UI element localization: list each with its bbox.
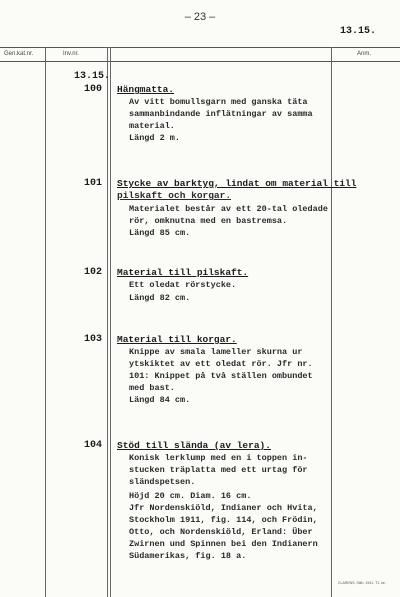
entry-title: Hängmatta.: [117, 84, 175, 95]
entry-line: Längd 85 cm.: [129, 228, 191, 238]
entry-line: Konisk lerklump med en i toppen in-: [129, 453, 308, 463]
entry-line: stucken träplatta med ett urtag för: [129, 465, 308, 475]
entry-line: med bast.: [129, 383, 175, 393]
entry-line: material.: [129, 121, 175, 131]
entry-line: Av vitt bomullsgarn med ganska täta: [129, 97, 308, 107]
inventory-number: 103: [84, 334, 103, 345]
entry-line: Höjd 20 cm. Diam. 16 cm.: [129, 491, 252, 501]
entry-line: Jfr Nordenskiöld, Indianer och Hvita,: [129, 503, 318, 513]
inventory-number: 101: [84, 178, 103, 189]
column-header-anm: Anm.: [357, 51, 372, 57]
printer-imprint: CLARENS, Stkh. 1941. T1. ke.: [338, 581, 386, 585]
column-divider: [45, 47, 46, 597]
entry-title: Stöd till slända (av lera).: [117, 440, 271, 451]
header-top-rule: [0, 47, 400, 48]
entry-line: Materialet består av ett 20-tal oledade: [129, 204, 328, 214]
column-divider: [107, 47, 108, 597]
entry-line: Längd 84 cm.: [129, 395, 191, 405]
entry-line: sammanbindande inflätningar av samma: [129, 109, 313, 119]
entry-line: Knippe av smala lameller skurna ur: [129, 347, 303, 357]
inventory-number: 100: [84, 84, 103, 95]
entry-line: Ett oledat rörstycke.: [129, 280, 237, 290]
entry-line: Zwirnen und Spinnen bei den Indianern: [129, 539, 318, 549]
entry-title: Stycke av barktyg, lindat om material till: [117, 178, 357, 189]
entry-line: sländspetsen.: [129, 477, 196, 487]
inventory-number: 104: [84, 440, 103, 451]
column-divider: [110, 47, 111, 597]
entry-line: Otto, och Nordenskiöld, Erland: Über: [129, 527, 313, 537]
column-divider: [331, 47, 332, 597]
entry-line: 101: Knippet på två ställen ombundet: [129, 371, 313, 381]
entry-line: ytskiktet av ett oledat rör. Jfr nr.: [129, 359, 313, 369]
section-reference: 13.15.: [74, 71, 111, 82]
entry-title: Material till korgar.: [117, 334, 237, 345]
column-header-gen-kat: Gen.kat.nr.: [4, 51, 34, 57]
column-header-inv: Inv.nr.: [63, 51, 79, 57]
entry-line: rör, omknutna med en bastremsa.: [129, 216, 288, 226]
header-bottom-rule: [0, 61, 400, 62]
entry-line: Längd 2 m.: [129, 133, 181, 143]
corner-reference: 13.15.: [340, 26, 377, 37]
entry-line: Südamerikas, fig. 18 a.: [129, 551, 247, 561]
entry-line: Stockholm 1911, fig. 114, och Frödin,: [129, 515, 318, 525]
entry-line: Längd 82 cm.: [129, 293, 191, 303]
entry-title: Material till pilskaft.: [117, 267, 249, 278]
entry-title-continued: pilskaft och korgar.: [117, 190, 232, 201]
inventory-number: 102: [84, 267, 103, 278]
page-number: – 23 –: [184, 11, 216, 23]
